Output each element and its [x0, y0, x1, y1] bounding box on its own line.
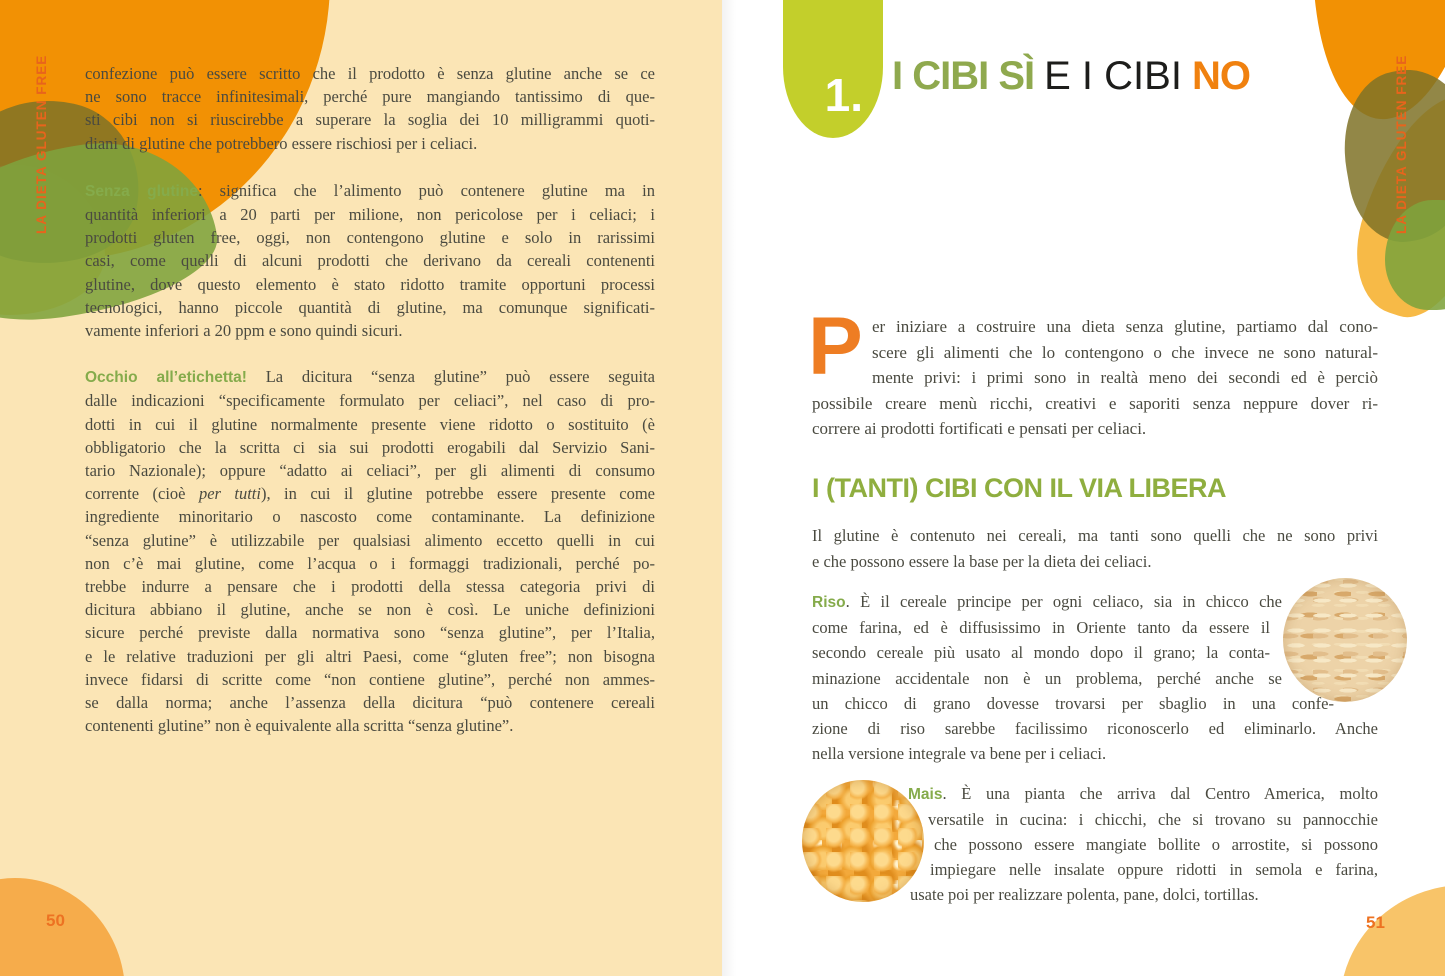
text-line: che possono essere mangiate bollite o arrostite, si possono	[934, 835, 1378, 854]
title-part-mid: E I CIBI	[1044, 54, 1182, 98]
text-line	[908, 781, 1378, 807]
dropcap-letter: P	[808, 301, 863, 392]
text-line: come farina, ed è diffusissimo in Oriente tanto da essere il	[812, 618, 1270, 638]
text-line: scere gli alimenti che lo contengono o che invece ne sono natural-	[872, 342, 1378, 362]
text-segment: La dicitura “senza glutine” può essere seguita	[246, 367, 655, 387]
inline-label: Riso	[812, 594, 846, 611]
text-line: zione di riso sarebbe facilissimo riconoscerlo ed eliminarlo. Anche	[812, 719, 1378, 739]
text-line: dotti in cui il glutine normalmente presente viene ridotto o sostituito (è	[85, 414, 655, 434]
text-line: diani di glutine che potrebbero essere rischiosi per i celiaci.	[85, 133, 478, 153]
text-line: ingrediente minoritario o nascosto come contaminante. La definizione	[85, 507, 655, 527]
text-line: confezione può essere scritto che il prodotto è senza glutine anche se ce	[85, 64, 655, 83]
text-line: se dalla norma; anche l’assenza della dicitura “può contenere cereali	[85, 693, 655, 713]
text-segment: : significa che l’alimento può contenere glutine ma in	[197, 180, 655, 200]
left-page-text	[85, 62, 655, 737]
text-line: quantità inferiori a 20 parti per milione, non pericolose per i celiaci; i	[85, 205, 655, 225]
text-line: glutine, dove questo elemento è stato ridotto tramite opportuni processi	[85, 274, 655, 294]
inline-label: Mais	[908, 786, 943, 803]
sidebar-vertical-label: LA DIETA GLUTEN FREE	[1394, 54, 1409, 234]
text-line: “senza glutine” è utilizzabile per qualsiasi alimento eccetto quelli in cui	[85, 530, 655, 550]
paragraph-confezione	[85, 62, 655, 155]
chapter-number: 1.	[824, 69, 863, 121]
text-line: contenenti glutine” non è equivalente alla scritta “senza glutine”.	[85, 716, 514, 736]
text-line: er iniziare a costruire una dieta senza glutine, partiamo dal cono-	[872, 317, 1378, 336]
text-line: minazione accidentale non è un problema, perché anche se	[812, 668, 1282, 688]
title-part-no: NO	[1191, 54, 1250, 98]
text-line: ne sono tracce infinitesimali, perché pure mangiando tantissimo di que-	[85, 87, 655, 107]
text-line: tario Nazionale); oppure “adatto ai celiaci”, per gli alimenti di consumo	[85, 461, 655, 481]
text-line: prodotti gluten free, oggi, non contengono glutine e solo in rarissimi	[85, 228, 655, 248]
text-line	[85, 179, 655, 203]
text-line: nella versione integrale va bene per i celiaci.	[812, 744, 1107, 764]
corn-photo	[802, 780, 924, 902]
text-line: possibile creare menù ricchi, creativi e saporiti senza neppure dover ri-	[812, 393, 1378, 413]
text-line: secondo cereale più usato al mondo dopo il grano; la conta-	[812, 643, 1270, 663]
text-segment: per tutti	[198, 484, 261, 504]
page-number-left: 50	[46, 911, 65, 930]
text-line: tecnologici, hanno piccole quantità di glutine, ma comunque significati-	[85, 297, 655, 317]
text-line: non c’è mai glutine, come l’acqua o i formaggi tradizionali, perché po-	[85, 553, 655, 573]
text-line: trebbe indurre a pensare che i prodotti della stessa categoria privi di	[85, 577, 655, 597]
chapter-badge	[783, 0, 883, 138]
text-line: dicitura abbiano il glutine, anche se non è così. Le uniche definizioni	[85, 600, 655, 620]
text-line: obbligatorio che la scritta ci sia sui prodotti erogabili dal Servizio Sani-	[85, 437, 655, 457]
mais-paragraph	[908, 781, 1378, 907]
section-heading: I (TANTI) CIBI CON IL VIA LIBERA	[812, 473, 1226, 503]
text-line	[812, 589, 1282, 615]
text-line: vamente inferiori a 20 ppm e sono quindi sicuri.	[85, 321, 403, 341]
text-line	[85, 482, 655, 505]
inline-label: Occhio all’etichetta!	[85, 369, 247, 387]
left-page	[0, 0, 722, 976]
text-line: correre ai prodotti fortificati e pensati per celiaci.	[812, 419, 1147, 438]
intro-paragraph	[812, 314, 1378, 442]
text-line: dalle indicazioni “specificamente formulato per celiaci”, nel caso di pro-	[85, 391, 655, 411]
text-line: invece fidarsi di scritte come “non contiene glutine”, perché non ammes-	[85, 669, 655, 689]
riso-paragraph	[812, 589, 1378, 766]
text-line: un chicco di grano dovesse trovarsi per sbaglio in una confe-	[812, 693, 1334, 713]
text-line: usate poi per realizzare polenta, pane, dolci, tortillas.	[910, 885, 1259, 904]
right-page	[722, 0, 1445, 976]
page-number-right: 51	[1366, 913, 1385, 932]
text-segment: corrente (cioè	[85, 484, 199, 504]
text-line	[85, 365, 655, 389]
paragraph-occhio-etichetta	[85, 365, 655, 737]
text-segment: ), in cui il glutine potrebbe essere presente come	[260, 484, 655, 504]
text-segment: . È il cereale principe per ogni celiaco, sia in chicco che	[845, 592, 1282, 611]
text-line: sicure perché previste dalla normativa sono “senza glutine”, per l’Italia,	[85, 623, 655, 643]
text-line: sti cibi non si riuscirebbe a superare la soglia dei 10 milligrammi quoti-	[85, 110, 655, 130]
paragraph-senza-glutine	[85, 179, 655, 342]
chapter-title	[892, 54, 1250, 99]
title-part-yes: I CIBI SÌ	[892, 54, 1035, 98]
section-intro-paragraph	[812, 523, 1378, 574]
text-line: casi, come quelli di alcuni prodotti che derivano da cereali contenenti	[85, 251, 655, 271]
text-line: versatile in cucina: i chicchi, che si trovano su pannocchie	[928, 810, 1378, 829]
sidebar-vertical-label: LA DIETA GLUTEN FREE	[34, 54, 49, 234]
text-line: mente privi: i primi sono in realtà meno dei secondi ed è perciò	[872, 368, 1378, 387]
text-segment: . È una pianta che arriva dal Centro America, molto	[942, 784, 1378, 803]
text-line: Il glutine è contenuto nei cereali, ma tanti sono quelli che ne sono privi	[812, 526, 1378, 545]
text-line: e le relative traduzioni per gli altri Paesi, come “gluten free”; non bisogna	[85, 646, 655, 666]
inline-label: Senza glutine	[85, 182, 198, 200]
text-line: impiegare nelle insalate oppure ridotti in semola e farina,	[930, 860, 1378, 879]
text-line: e che possono essere la base per la dieta dei celiaci.	[812, 551, 1152, 571]
